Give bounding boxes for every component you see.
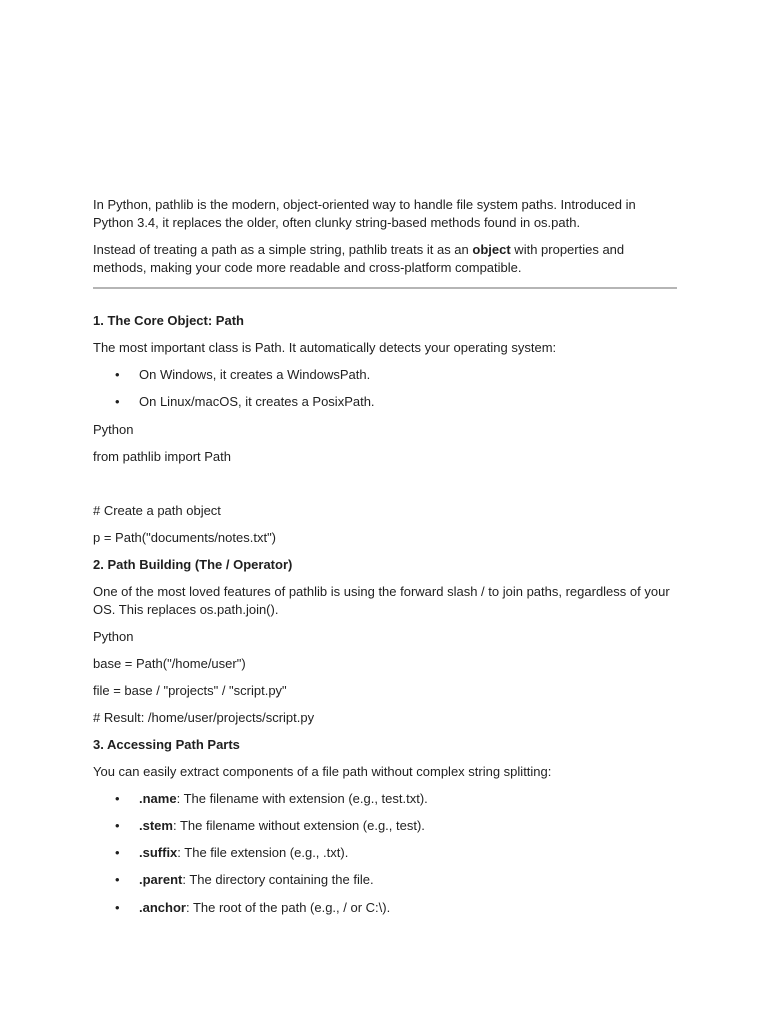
code-line: file = base / "projects" / "script.py" bbox=[93, 682, 287, 698]
intro-bold-object: object bbox=[472, 242, 511, 257]
list-item-text: On Linux/macOS, it creates a PosixPath. bbox=[139, 394, 375, 410]
intro-paragraph-1: In Python, pathlib is the modern, object-oriented way to handle file system paths. Introduced in Python 3.4, it replaces the older, often clunky string-based methods found in os.path. bbox=[93, 197, 636, 230]
blank-line bbox=[93, 475, 677, 493]
code-line: p = Path("documents/notes.txt") bbox=[93, 529, 277, 545]
property-term: .name bbox=[139, 790, 177, 806]
list-item bbox=[93, 899, 677, 917]
section1-heading: 1. The Core Object: Path bbox=[93, 313, 244, 328]
section2-code-language: Python bbox=[93, 628, 134, 644]
code-line: # Create a path object bbox=[93, 502, 221, 518]
property-description: : The filename with extension (e.g., test.txt). bbox=[176, 790, 428, 806]
section1-bullet-list bbox=[93, 366, 677, 411]
property-description: : The file extension (e.g., .txt). bbox=[177, 845, 349, 861]
section3-text: You can easily extract components of a file path without complex string splitting: bbox=[93, 763, 552, 779]
property-term: .stem bbox=[139, 817, 173, 833]
horizontal-rule bbox=[93, 287, 677, 289]
code-line: base = Path("/home/user") bbox=[93, 655, 246, 671]
bullet-icon: • bbox=[115, 790, 120, 806]
bullet-icon: • bbox=[115, 817, 120, 833]
section1-text: The most important class is Path. It automatically detects your operating system: bbox=[93, 340, 557, 355]
list-item bbox=[93, 366, 677, 384]
bullet-icon: • bbox=[115, 394, 120, 410]
list-item bbox=[93, 817, 677, 835]
bullet-icon: • bbox=[115, 899, 120, 915]
list-item-text: On Windows, it creates a WindowsPath. bbox=[139, 367, 371, 382]
section3-heading: 3. Accessing Path Parts bbox=[93, 736, 240, 752]
property-description: : The filename without extension (e.g., test). bbox=[172, 817, 425, 833]
property-term: .suffix bbox=[139, 845, 178, 861]
property-term: .anchor bbox=[139, 899, 186, 915]
bullet-icon: • bbox=[115, 367, 120, 382]
list-item bbox=[93, 844, 677, 862]
document-body bbox=[93, 196, 677, 926]
list-item bbox=[93, 393, 677, 411]
property-description: : The root of the path (e.g., / or C:\). bbox=[185, 899, 391, 915]
intro-text-after: with properties and methods, making your code more readable and cross-platform compatible. bbox=[93, 242, 625, 275]
intro-paragraph-2 bbox=[93, 241, 677, 277]
bullet-icon: • bbox=[115, 845, 120, 861]
bullet-icon: • bbox=[115, 872, 120, 888]
property-term: .parent bbox=[139, 872, 183, 888]
code-line: from pathlib import Path bbox=[93, 448, 232, 464]
code-line: # Result: /home/user/projects/script.py bbox=[93, 709, 315, 725]
section1-code-language: Python bbox=[93, 421, 134, 437]
section2-heading: 2. Path Building (The / Operator) bbox=[93, 556, 293, 572]
list-item bbox=[93, 790, 677, 808]
property-description: : The directory containing the file. bbox=[182, 872, 374, 888]
list-item bbox=[93, 871, 677, 889]
section2-text: One of the most loved features of pathlib is using the forward slash / to join paths, regardless of your OS. This replaces os.path.join(). bbox=[93, 583, 670, 617]
intro-text-before: Instead of treating a path as a simple string, pathlib treats it as an bbox=[93, 242, 473, 257]
section3-bullet-list bbox=[93, 790, 677, 917]
